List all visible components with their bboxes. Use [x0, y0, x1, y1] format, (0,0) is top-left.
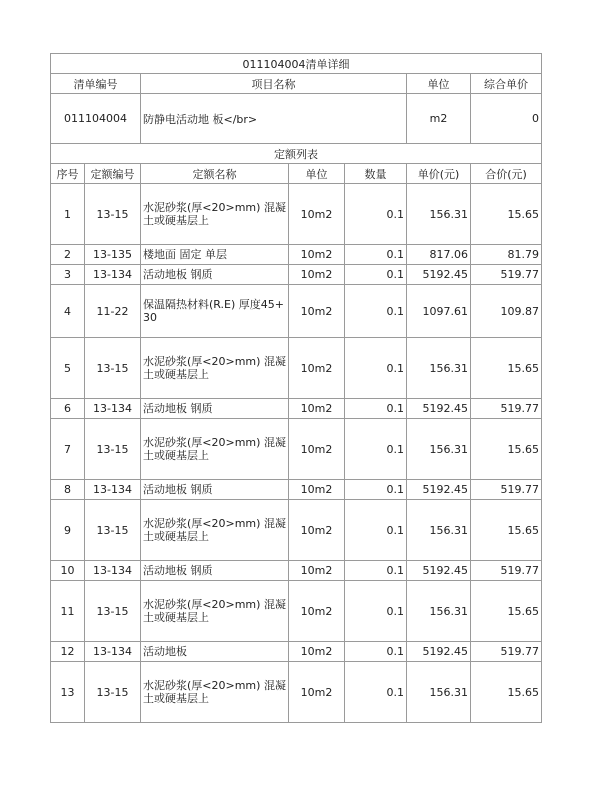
row-unit: 10m2 — [289, 480, 345, 500]
row-unit-price: 5192.45 — [407, 642, 471, 662]
table-row — [51, 561, 542, 581]
row-unit: 10m2 — [289, 245, 345, 265]
row-total: 15.65 — [471, 662, 542, 723]
row-seq: 10 — [51, 561, 85, 581]
header-name: 项目名称 — [141, 74, 407, 94]
row-total: 109.87 — [471, 285, 542, 338]
row-unit-price: 156.31 — [407, 662, 471, 723]
row-quota-code: 13-134 — [85, 265, 141, 285]
row-unit: 10m2 — [289, 184, 345, 245]
row-quota-name: 水泥砂浆(厚<20>mm) 混凝土或硬基层上 — [141, 419, 289, 480]
header-code: 清单编号 — [51, 74, 141, 94]
row-seq: 12 — [51, 642, 85, 662]
row-seq: 4 — [51, 285, 85, 338]
row-quota-name: 水泥砂浆(厚<20>mm) 混凝土或硬基层上 — [141, 581, 289, 642]
row-qty: 0.1 — [345, 245, 407, 265]
row-total: 519.77 — [471, 561, 542, 581]
row-total: 519.77 — [471, 480, 542, 500]
row-total: 519.77 — [471, 642, 542, 662]
table-row — [51, 500, 542, 561]
quota-header-qty: 数量 — [345, 164, 407, 184]
table-row — [51, 184, 542, 245]
row-unit-price: 5192.45 — [407, 561, 471, 581]
row-quota-code: 13-135 — [85, 245, 141, 265]
row-quota-code: 13-15 — [85, 662, 141, 723]
row-seq: 5 — [51, 338, 85, 399]
row-seq: 3 — [51, 265, 85, 285]
table-row — [51, 399, 542, 419]
row-total: 15.65 — [471, 500, 542, 561]
row-quota-code: 13-15 — [85, 500, 141, 561]
row-unit: 10m2 — [289, 662, 345, 723]
table-row — [51, 581, 542, 642]
row-unit-price: 156.31 — [407, 581, 471, 642]
quota-title: 定额列表 — [51, 144, 542, 164]
quota-header-total: 合价(元) — [471, 164, 542, 184]
row-seq: 6 — [51, 399, 85, 419]
row-seq: 2 — [51, 245, 85, 265]
quota-header-name: 定额名称 — [141, 164, 289, 184]
row-seq: 11 — [51, 581, 85, 642]
row-quota-code: 13-15 — [85, 184, 141, 245]
table-row — [51, 419, 542, 480]
row-unit: 10m2 — [289, 419, 345, 480]
row-unit: 10m2 — [289, 338, 345, 399]
table-row — [51, 662, 542, 723]
row-qty: 0.1 — [345, 662, 407, 723]
row-quota-name: 活动地板 钢质 — [141, 561, 289, 581]
table-row — [51, 265, 542, 285]
row-unit: 10m2 — [289, 561, 345, 581]
row-quota-code: 13-134 — [85, 561, 141, 581]
item-unit: m2 — [407, 94, 471, 144]
row-qty: 0.1 — [345, 265, 407, 285]
row-unit-price: 156.31 — [407, 184, 471, 245]
row-total: 15.65 — [471, 581, 542, 642]
row-total: 81.79 — [471, 245, 542, 265]
table-title: 011104004清单详细 — [51, 54, 542, 74]
row-seq: 13 — [51, 662, 85, 723]
row-quota-code: 13-134 — [85, 642, 141, 662]
item-code: 011104004 — [51, 94, 141, 144]
row-qty: 0.1 — [345, 561, 407, 581]
header-unit: 单位 — [407, 74, 471, 94]
row-qty: 0.1 — [345, 480, 407, 500]
row-seq: 8 — [51, 480, 85, 500]
row-unit-price: 5192.45 — [407, 399, 471, 419]
row-unit-price: 5192.45 — [407, 265, 471, 285]
row-quota-code: 13-134 — [85, 399, 141, 419]
row-unit-price: 156.31 — [407, 500, 471, 561]
detail-table — [50, 53, 542, 723]
row-quota-name: 水泥砂浆(厚<20>mm) 混凝土或硬基层上 — [141, 338, 289, 399]
row-qty: 0.1 — [345, 500, 407, 561]
row-total: 519.77 — [471, 265, 542, 285]
row-total: 519.77 — [471, 399, 542, 419]
row-unit-price: 5192.45 — [407, 480, 471, 500]
row-qty: 0.1 — [345, 642, 407, 662]
row-quota-code: 13-134 — [85, 480, 141, 500]
row-quota-name: 楼地面 固定 单层 — [141, 245, 289, 265]
row-total: 15.65 — [471, 419, 542, 480]
row-unit-price: 156.31 — [407, 338, 471, 399]
row-unit-price: 817.06 — [407, 245, 471, 265]
row-qty: 0.1 — [345, 184, 407, 245]
table-row — [51, 338, 542, 399]
row-seq: 9 — [51, 500, 85, 561]
row-seq: 1 — [51, 184, 85, 245]
row-unit-price: 156.31 — [407, 419, 471, 480]
row-unit-price: 1097.61 — [407, 285, 471, 338]
quota-header-unit-price: 单价(元) — [407, 164, 471, 184]
row-unit: 10m2 — [289, 265, 345, 285]
row-qty: 0.1 — [345, 399, 407, 419]
row-total: 15.65 — [471, 338, 542, 399]
table-row — [51, 480, 542, 500]
row-quota-code: 13-15 — [85, 419, 141, 480]
row-unit: 10m2 — [289, 285, 345, 338]
row-quota-name: 活动地板 钢质 — [141, 399, 289, 419]
row-unit: 10m2 — [289, 581, 345, 642]
row-quota-name: 活动地板 — [141, 642, 289, 662]
row-quota-name: 活动地板 钢质 — [141, 480, 289, 500]
row-quota-code: 13-15 — [85, 581, 141, 642]
item-price: 0 — [471, 94, 542, 144]
quota-header-seq: 序号 — [51, 164, 85, 184]
row-unit: 10m2 — [289, 399, 345, 419]
row-quota-code: 13-15 — [85, 338, 141, 399]
table-row — [51, 245, 542, 265]
row-unit: 10m2 — [289, 500, 345, 561]
item-name: 防静电活动地 板</br> — [141, 94, 407, 144]
row-quota-name: 保温隔热材料(R.E) 厚度45+30 — [141, 285, 289, 338]
table-row — [51, 285, 542, 338]
row-qty: 0.1 — [345, 581, 407, 642]
row-qty: 0.1 — [345, 419, 407, 480]
table-row — [51, 642, 542, 662]
row-unit: 10m2 — [289, 642, 345, 662]
quota-header-unit: 单位 — [289, 164, 345, 184]
row-qty: 0.1 — [345, 285, 407, 338]
row-quota-name: 活动地板 钢质 — [141, 265, 289, 285]
row-total: 15.65 — [471, 184, 542, 245]
row-quota-name: 水泥砂浆(厚<20>mm) 混凝土或硬基层上 — [141, 500, 289, 561]
header-price: 综合单价 — [471, 74, 542, 94]
row-quota-code: 11-22 — [85, 285, 141, 338]
row-quota-name: 水泥砂浆(厚<20>mm) 混凝土或硬基层上 — [141, 184, 289, 245]
row-qty: 0.1 — [345, 338, 407, 399]
row-quota-name: 水泥砂浆(厚<20>mm) 混凝土或硬基层上 — [141, 662, 289, 723]
row-seq: 7 — [51, 419, 85, 480]
quota-header-code: 定额编号 — [85, 164, 141, 184]
